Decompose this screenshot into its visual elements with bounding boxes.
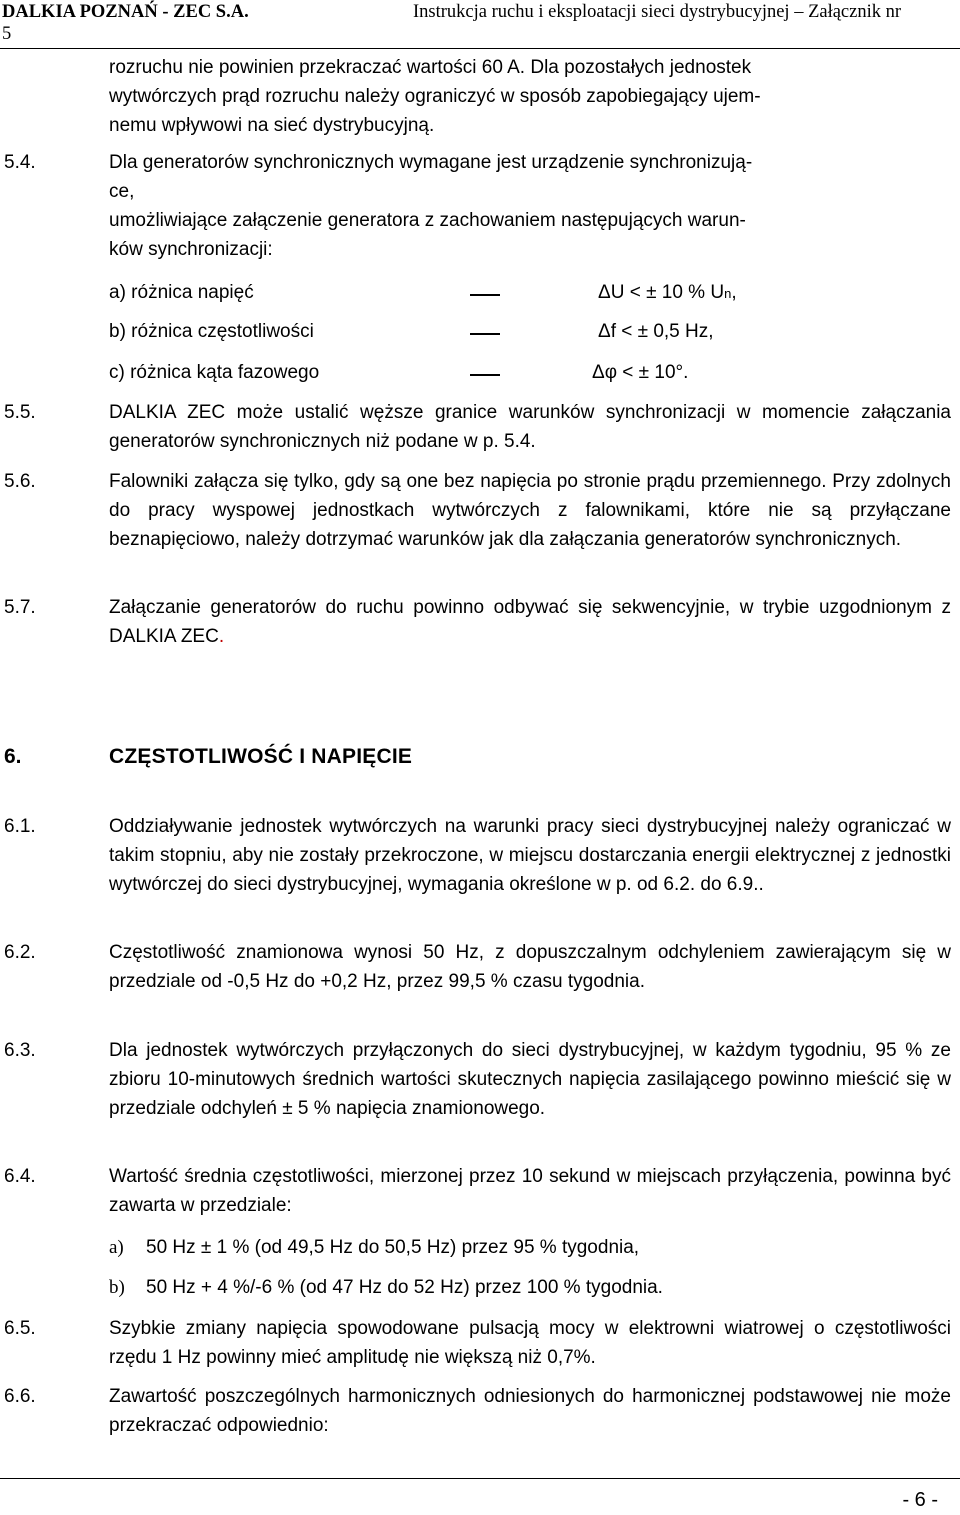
p55-text: DALKIA ZEC może ustalić węższe granice warunków synchronizacji w momencie załączania generatorów synchronicznych niż podane w p. 5.4. (109, 402, 951, 452)
p54-line-4: ków synchronizacji: (109, 239, 273, 260)
p57-paragraph (109, 593, 951, 651)
p54-line-3: umożliwiające załączenie generatora z zachowaniem następujących warun- (109, 210, 746, 231)
condition-a-subscript: n (724, 286, 732, 301)
p54-line-2: ce, (109, 181, 135, 202)
condition-a-label: a) różnica napięć (109, 282, 254, 303)
paragraph-number: 5.6. (4, 471, 36, 492)
intro-line-3: nemu wpływowi na sieć dystrybucyjną. (109, 115, 435, 136)
condition-a-dash (470, 294, 500, 296)
paragraph-number: 5.5. (4, 402, 36, 423)
header-title-continuation: 5 (2, 24, 12, 44)
paragraph-number: 5.4. (4, 152, 36, 173)
page-number: - 6 - (902, 1489, 938, 1511)
header-title: Instrukcja ruchu i eksploatacji sieci dystrybucyjnej – Załącznik nr (413, 2, 902, 22)
page-header (0, 0, 960, 52)
p66-text: Zawartość poszczególnych harmonicznych odniesionych do harmonicznej podstawowej nie może przekraczać odpowiednio: (109, 1386, 951, 1436)
intro-line-2: wytwórczych prąd rozruchu należy ograniczyć w sposób zapobiegający ujem- (109, 86, 761, 107)
p61-text: Oddziaływanie jednostek wytwórczych na warunki pracy sieci dystrybucyjnej należy ograniczać w takim stopniu, aby nie zostały przekroczone, w miejscu dostarczania energii elektrycznej z jednostki wytwórczej do sieci dystrybucyjnej, wymagania określone w p. od 6.2. do 6.9.. (109, 816, 951, 895)
section-title: CZĘSTOTLIWOŚĆ I NAPIĘCIE (109, 745, 413, 768)
list-marker-a: a) (109, 1237, 124, 1258)
header-rule (0, 48, 960, 49)
paragraph-number: 6.1. (4, 816, 36, 837)
condition-a-end: , (731, 282, 737, 303)
list-item-a: 50 Hz ± 1 % (od 49,5 Hz do 50,5 Hz) przez 95 % tygodnia, (146, 1237, 640, 1258)
condition-b-dash (470, 333, 500, 335)
condition-a-value (598, 278, 737, 308)
condition-b-label: b) różnica częstotliwości (109, 321, 314, 342)
section-number: 6. (4, 745, 22, 768)
condition-c-dash (470, 374, 500, 376)
list-marker-b: b) (109, 1277, 125, 1298)
condition-b-value: Δf < ± 0,5 Hz, (598, 321, 714, 342)
footer-rule (0, 1478, 960, 1479)
paragraph-number: 5.7. (4, 597, 36, 618)
header-company: DALKIA POZNAŃ - ZEC S.A. (2, 2, 249, 22)
p57-text: Załączanie generatorów do ruchu powinno odbywać się sekwencyjnie, w trybie uzgodnionym z DALKIA ZEC (109, 597, 951, 647)
list-item-b: 50 Hz + 4 %/-6 % (od 47 Hz do 52 Hz) przez 100 % tygodnia. (146, 1277, 663, 1298)
paragraph-number: 6.5. (4, 1318, 36, 1339)
condition-c-label: c) różnica kąta fazowego (109, 362, 320, 383)
p57-end-dot: . (218, 626, 225, 647)
p62-text: Częstotliwość znamionowa wynosi 50 Hz, z dopuszczalnym odchyleniem zawierającym się w przedziale od -0,5 Hz do +0,2 Hz, przez 99,5 % czasu tygodnia. (109, 942, 951, 992)
paragraph-number: 6.4. (4, 1166, 36, 1187)
paragraph-number: 6.3. (4, 1040, 36, 1061)
p54-line-1: Dla generatorów synchronicznych wymagane jest urządzenie synchronizują- (109, 152, 753, 173)
paragraph-number: 6.6. (4, 1386, 36, 1407)
p64-text: Wartość średnia częstotliwości, mierzonej przez 10 sekund w miejscach przyłączenia, powinna być zawarta w przedziale: (109, 1166, 951, 1216)
p63-text: Dla jednostek wytwórczych przyłączonych do sieci dystrybucyjnej, w każdym tygodniu, 95 % ze zbioru 10-minutowych średnich wartości skutecznych napięcia zasilającego powinno mieścić się w przedziale odchyleń ± 5 % napięcia znamionowego. (109, 1040, 951, 1119)
intro-line-1: rozruchu nie powinien przekraczać wartości 60 A. Dla pozostałych jednostek (109, 57, 752, 78)
condition-a-value-text: ΔU < ± 10 % U (598, 282, 725, 303)
paragraph-number: 6.2. (4, 942, 36, 963)
condition-c-value: Δφ < ± 10°. (592, 362, 689, 383)
p56-text: Falowniki załącza się tylko, gdy są one bez napięcia po stronie prądu przemiennego. Przy zdolnych do pracy wyspowej jednostkach wytwórczych z falownikami, które nie są przyłączane beznapięciowo, należy dotrzymać warunków jak dla załączania generatorów synchronicznych. (109, 471, 951, 550)
p65-text: Szybkie zmiany napięcia spowodowane pulsacją mocy w elektrowni wiatrowej o częstotliwości rzędu 1 Hz powinny mieć amplitudę nie większą niż 0,7%. (109, 1318, 951, 1368)
